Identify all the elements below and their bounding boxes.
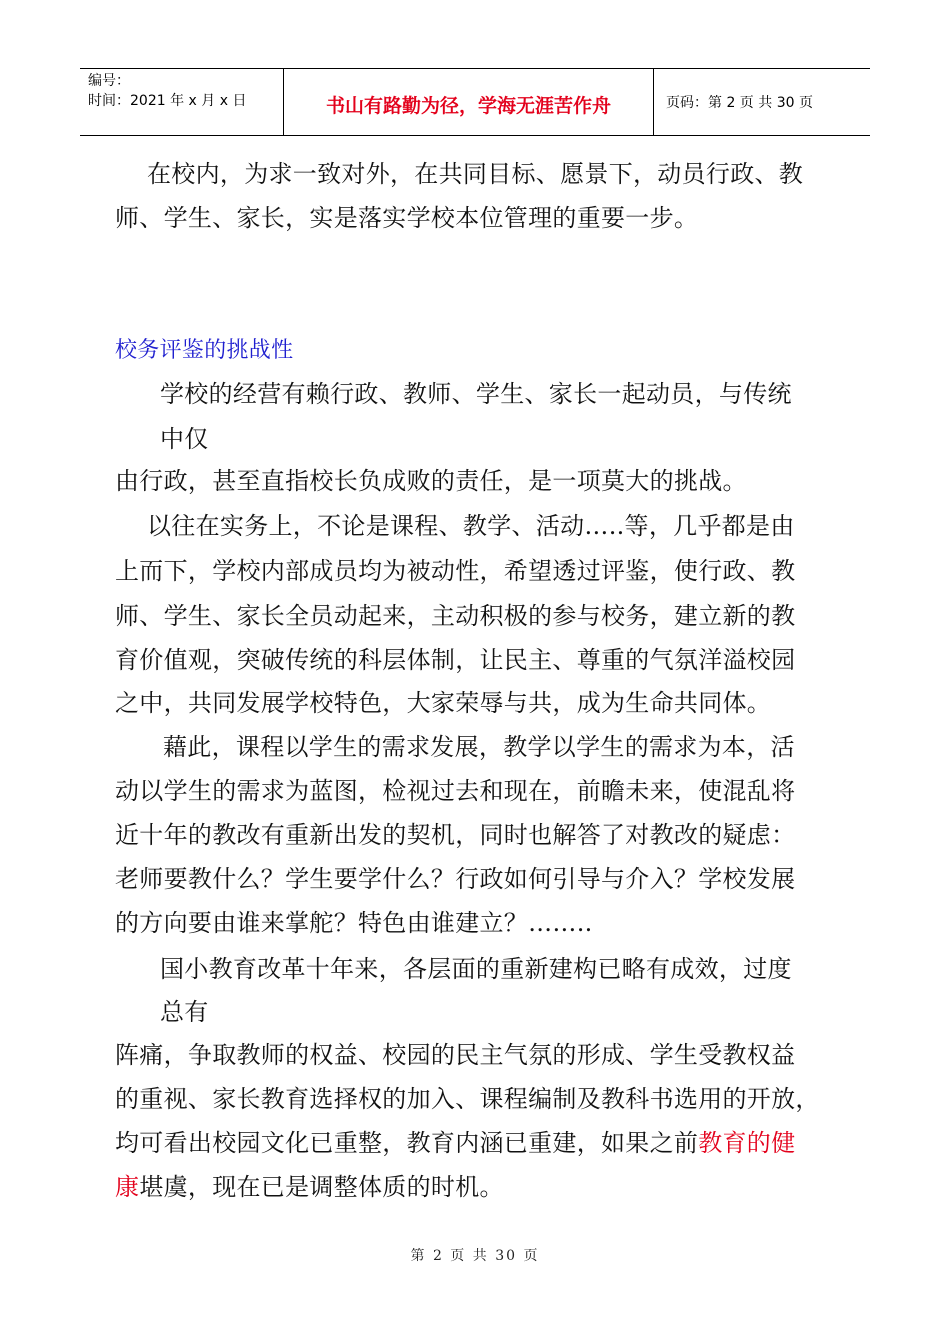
header-motto: 书山有路勤为径，学海无涯苦作舟	[283, 69, 654, 135]
document-date: 时间：2021 年 x 月 x 日	[88, 93, 247, 109]
paragraph-text: 堪虞，现在已是调整体质的时机。	[139, 1173, 504, 1201]
paragraph-line: 阵痛，争取教师的权益、校园的民主气氛的形成、学生受教权益	[115, 1041, 796, 1069]
paragraph-line: 老师要教什么？学生要学什么？行政如何引导与介入？学校发展	[115, 865, 796, 893]
paragraph-text: 均可看出校园文化已重整，教育内涵已重建，如果之前	[115, 1129, 699, 1157]
paragraph-line	[115, 1173, 504, 1201]
document-number: 编号：	[88, 73, 130, 89]
paragraph-line: 以往在实务上，不论是课程、教学、活动…..等，几乎都是由	[147, 512, 795, 540]
paragraph-line: 师、学生、家长，实是落实学校本位管理的重要一步。	[115, 204, 699, 232]
paragraph-line: 中仅	[160, 425, 209, 453]
paragraph-line: 的重视、家长教育选择权的加入、课程编制及教科书选用的开放，	[115, 1085, 820, 1113]
paragraph-line: 由行政，甚至直指校长负成败的责任，是一项莫大的挑战。	[115, 467, 747, 495]
paragraph-line: 近十年的教改有重新出发的契机，同时也解答了对教改的疑虑：	[115, 821, 796, 849]
paragraph-line: 总有	[160, 998, 209, 1026]
header-meta	[80, 69, 283, 135]
paragraph-line	[115, 1129, 795, 1157]
highlighted-text: 教育的健	[698, 1129, 796, 1157]
section-heading: 校务评鉴的挑战性	[115, 338, 294, 363]
paragraph-line: 的方向要由谁来掌舵？特色由谁建立？……..	[115, 909, 593, 937]
header-page-info: 页码：第 2 页 共 30 页	[666, 95, 813, 111]
paragraph-line: 动以学生的需求为蓝图，检视过去和现在，前瞻未来，使混乱将	[115, 777, 796, 805]
page-footer: 第 2 页 共 30 页	[410, 1248, 540, 1264]
paragraph-line: 育价值观，突破传统的科层体制，让民主、尊重的气氛洋溢校园	[115, 646, 796, 674]
paragraph-line: 学校的经营有赖行政、教师、学生、家长一起动员，与传统	[160, 380, 792, 408]
paragraph-line: 之中，共同发展学校特色，大家荣辱与共，成为生命共同体。	[115, 689, 772, 717]
page-header	[80, 68, 870, 136]
paragraph-line: 上而下，学校内部成员均为被动性，希望透过评鉴，使行政、教	[115, 557, 796, 585]
highlighted-text: 康	[115, 1173, 140, 1201]
paragraph-line: 藉此，课程以学生的需求发展，教学以学生的需求为本，活	[163, 733, 795, 761]
paragraph-line: 国小教育改革十年来，各层面的重新建构已略有成效，过度	[160, 955, 792, 983]
paragraph-line: 在校内，为求一致对外，在共同目标、愿景下，动员行政、教	[147, 160, 804, 188]
paragraph-line: 师、学生、家长全员动起来，主动积极的参与校务，建立新的教	[115, 602, 796, 630]
